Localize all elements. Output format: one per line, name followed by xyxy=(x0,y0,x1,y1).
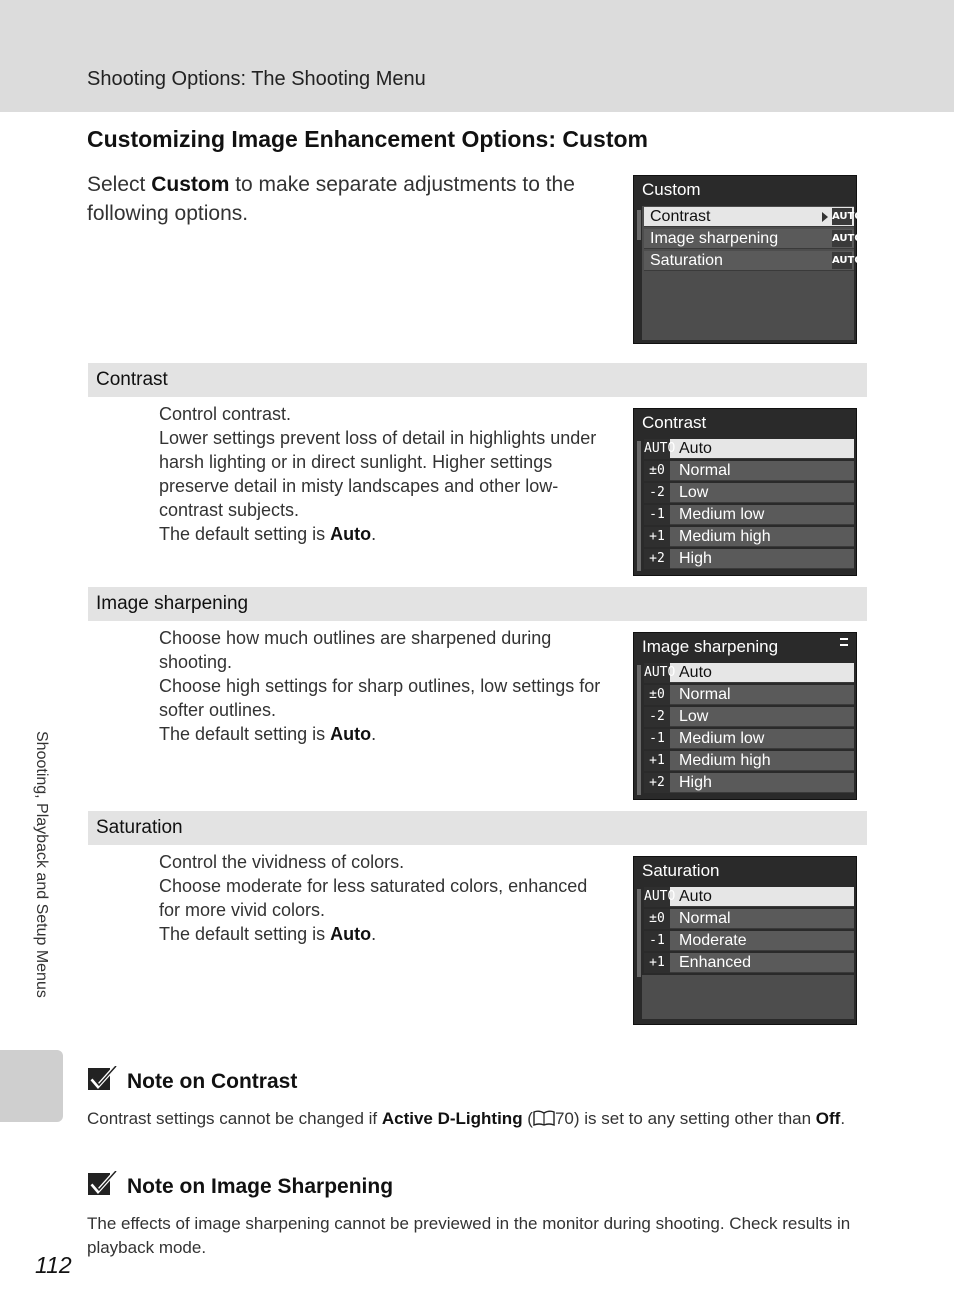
option-high[interactable]: +2 High xyxy=(644,549,854,569)
check-icon xyxy=(87,1171,117,1197)
minus-two-icon: -2 xyxy=(644,707,670,727)
option-medium-high[interactable]: +1 Medium high xyxy=(644,527,854,547)
saturation-menu-screen xyxy=(633,856,857,1025)
custom-menu-screen xyxy=(633,175,863,344)
note-sharpening-heading: Note on Image Sharpening xyxy=(87,1171,393,1199)
screen-title: Saturation xyxy=(642,861,720,880)
option-medium-low[interactable]: -1 Medium low xyxy=(644,729,854,749)
page-number: 112 xyxy=(35,1252,72,1278)
note-contrast-body: Contrast settings cannot be changed if Active D-Lighting ( 70) is set to any setting other than Off. xyxy=(87,1109,846,1128)
side-thumb-tab xyxy=(0,1050,63,1122)
option-normal[interactable]: ±0 Normal xyxy=(644,685,854,705)
page-title: Customizing Image Enhancement Options: Custom xyxy=(87,126,648,152)
check-icon xyxy=(87,1066,117,1092)
menu-item-contrast[interactable]: Contrast AUTO xyxy=(644,207,854,227)
right-arrow-icon xyxy=(822,212,828,222)
intro-text: Select Custom to make separate adjustments to the following options. xyxy=(87,173,575,225)
saturation-description: Control the vividness of colors. Choose moderate for less saturated colors, enhanced for more vivid colors. The default setting is Auto. xyxy=(159,852,588,944)
scroll-rail xyxy=(637,210,641,240)
plus-one-icon: +1 xyxy=(644,751,670,771)
side-section-label: Shooting, Playback and Setup Menus xyxy=(33,731,50,998)
option-normal[interactable]: ±0 Normal xyxy=(644,461,854,481)
option-normal[interactable]: ±0 Normal xyxy=(644,909,854,929)
auto-icon: AUTO xyxy=(832,230,852,247)
minus-one-icon: -1 xyxy=(644,505,670,525)
section-bar-contrast: Contrast xyxy=(88,363,867,397)
sharpening-description: Choose how much outlines are sharpened during shooting. Choose high settings for sharp outlines, low settings for softer outlines. The default setting is Auto. xyxy=(159,628,601,744)
screen-title: Image sharpening xyxy=(642,637,779,656)
sharpening-menu-screen xyxy=(633,632,857,800)
plus-minus-zero-icon: ±0 xyxy=(644,461,670,481)
plus-one-icon: +1 xyxy=(644,953,670,973)
custom-term: Custom xyxy=(151,173,230,196)
option-low[interactable]: -2 Low xyxy=(644,483,854,503)
contrast-description: Control contrast. Lower settings prevent loss of detail in highlights under harsh lighting or in direct sunlight. Higher settings preserve detail in misty landscapes and other low-contrast subjects. The default setting is Auto. xyxy=(159,404,597,544)
header-band xyxy=(0,0,954,112)
menu-item-saturation[interactable]: Saturation AUTO xyxy=(644,251,854,271)
plus-minus-zero-icon: ±0 xyxy=(644,909,670,929)
option-enhanced[interactable]: +1 Enhanced xyxy=(644,953,854,973)
option-auto[interactable]: AUTO Auto xyxy=(644,439,854,459)
option-medium-low[interactable]: -1 Medium low xyxy=(644,505,854,525)
menu-item-image-sharpening[interactable]: Image sharpening AUTO xyxy=(644,229,854,249)
screen-title: Custom xyxy=(642,180,701,199)
contrast-menu-screen xyxy=(633,408,857,576)
auto-icon: AUTO xyxy=(832,208,852,225)
menu-indicator-icon xyxy=(840,638,848,646)
option-auto[interactable]: AUTO Auto xyxy=(644,887,854,907)
plus-minus-zero-icon: ±0 xyxy=(644,685,670,705)
book-icon xyxy=(533,1110,555,1126)
menu-pane xyxy=(642,975,854,1019)
scroll-rail xyxy=(637,441,641,571)
scroll-rail xyxy=(637,665,641,795)
option-high[interactable]: +2 High xyxy=(644,773,854,793)
auto-icon: AUTO xyxy=(644,663,670,683)
plus-two-icon: +2 xyxy=(644,773,670,793)
scroll-rail xyxy=(637,889,641,977)
option-auto[interactable]: AUTO Auto xyxy=(644,663,854,683)
screen-title: Contrast xyxy=(642,413,707,432)
plus-two-icon: +2 xyxy=(644,549,670,569)
plus-one-icon: +1 xyxy=(644,527,670,547)
option-low[interactable]: -2 Low xyxy=(644,707,854,727)
note-contrast-heading: Note on Contrast xyxy=(87,1066,297,1094)
option-moderate[interactable]: -1 Moderate xyxy=(644,931,854,951)
minus-two-icon: -2 xyxy=(644,483,670,503)
section-bar-image-sharpening: Image sharpening xyxy=(88,587,867,621)
minus-one-icon: -1 xyxy=(644,729,670,749)
auto-icon: AUTO xyxy=(644,887,670,907)
option-medium-high[interactable]: +1 Medium high xyxy=(644,751,854,771)
auto-icon: AUTO xyxy=(832,252,852,269)
running-head: Shooting Options: The Shooting Menu xyxy=(87,68,426,90)
minus-one-icon: -1 xyxy=(644,931,670,951)
section-bar-saturation: Saturation xyxy=(88,811,867,845)
note-sharpening-body: The effects of image sharpening cannot be previewed in the monitor during shooting. Check results in playback mode. xyxy=(87,1214,851,1257)
auto-icon: AUTO xyxy=(644,439,670,459)
